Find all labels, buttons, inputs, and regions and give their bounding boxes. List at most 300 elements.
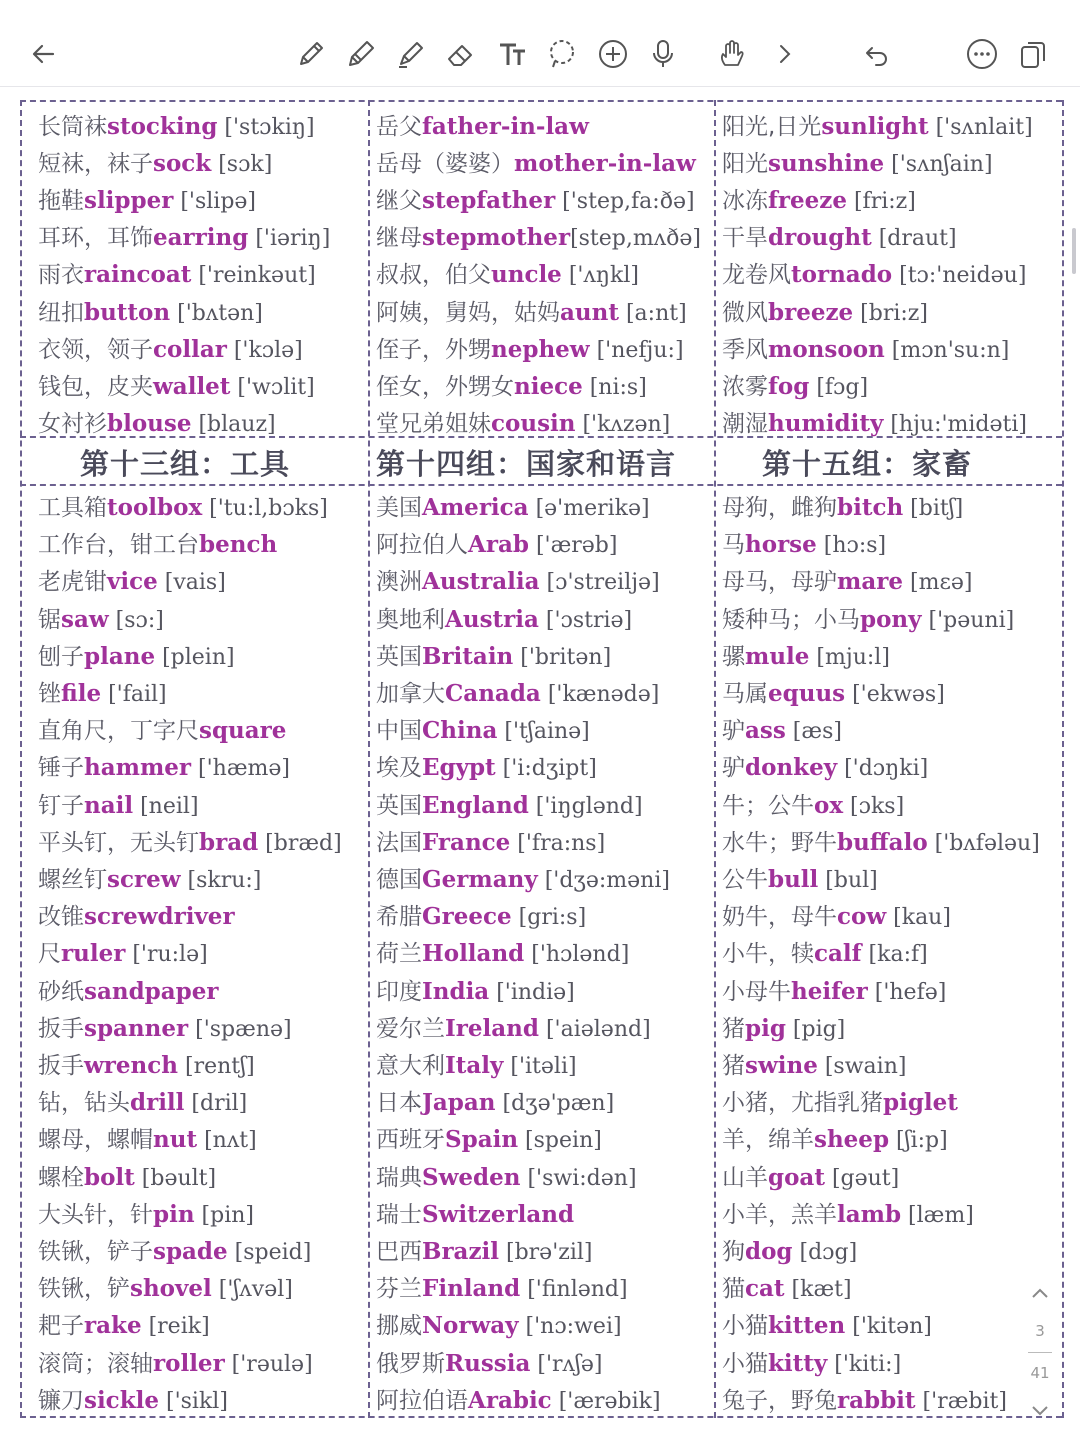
english-word: nail	[84, 791, 134, 819]
phonetic: ['slipə]	[173, 189, 257, 215]
phonetic: [mɔn'su:n]	[884, 337, 1010, 363]
vocab-entry	[376, 1012, 651, 1046]
chinese-word: 螺丝钉	[38, 867, 107, 893]
vocab-entry	[376, 1384, 661, 1418]
chinese-word: 铁锹，铲子	[38, 1239, 153, 1265]
section-heading: 第十三组：工具	[80, 447, 291, 481]
scrollbar-thumb[interactable]	[1072, 228, 1076, 274]
english-word: Finland	[422, 1275, 521, 1303]
chinese-word: 狗	[722, 1239, 745, 1265]
english-word: donkey	[745, 754, 838, 782]
english-word: spade	[153, 1238, 228, 1265]
english-word: bull	[768, 866, 819, 893]
phonetic: [speid]	[227, 1240, 312, 1265]
vocab-entry	[38, 1049, 255, 1083]
phonetic: [plein]	[155, 644, 235, 670]
chinese-word: 衣领，领子	[38, 336, 153, 363]
phonetic: ['kitən]	[845, 1314, 932, 1340]
vocab-entry	[38, 110, 315, 144]
vocab-entry	[38, 677, 167, 711]
vocab-entry	[376, 1309, 622, 1343]
phonetic: [bræd]	[258, 830, 342, 856]
phonetic: ['ekwəs]	[845, 682, 945, 707]
phonetic: [step,mʌðə]	[570, 226, 702, 252]
phonetic: [ɔks]	[843, 793, 905, 819]
phonetic: ['kɔlə]	[226, 337, 303, 363]
chinese-word: 英国	[376, 792, 422, 819]
phonetic: ['fra:ns]	[510, 830, 606, 856]
microphone-icon[interactable]	[643, 34, 683, 74]
phonetic: [brə'zil]	[499, 1240, 593, 1265]
phonetic: [swain]	[817, 1054, 907, 1079]
english-word: file	[61, 680, 102, 707]
vocab-entry	[722, 603, 1014, 637]
phonetic: ['swi:dən]	[520, 1165, 637, 1191]
phonetic: [skru:]	[180, 868, 262, 893]
vocab-entry	[376, 900, 586, 934]
vocab-entry	[722, 937, 928, 971]
chinese-word: 钻，钻头	[38, 1090, 130, 1117]
phonetic: [mɛə]	[903, 570, 973, 596]
english-word: Spain	[445, 1126, 519, 1154]
english-word: rabbit	[837, 1386, 916, 1414]
eraser-icon[interactable]	[440, 34, 480, 74]
phonetic: ['sikl]	[159, 1388, 228, 1414]
english-word: Greece	[422, 903, 512, 931]
english-word: cousin	[491, 409, 576, 437]
vocab-entry	[38, 1161, 216, 1195]
english-word: toolbox	[107, 494, 203, 521]
chinese-word: 工作台，钳工台	[38, 532, 199, 559]
phonetic: ['wɔlit]	[230, 374, 315, 400]
english-word: ruler	[61, 940, 126, 968]
pages-icon[interactable]	[1013, 34, 1053, 74]
page-separator	[1028, 1352, 1052, 1353]
vocab-entry	[722, 1049, 906, 1083]
english-word: Holland	[422, 940, 525, 968]
chinese-word: 螺栓	[38, 1164, 84, 1191]
phonetic: [draut]	[871, 226, 957, 252]
vocab-entry	[38, 789, 199, 823]
chinese-word: 拖鞋	[38, 188, 84, 215]
chinese-word: 牛；公牛	[722, 792, 814, 819]
vocab-entry	[38, 751, 290, 785]
page-navigator	[1020, 1280, 1060, 1430]
phonetic: ['finlənd]	[520, 1277, 628, 1303]
chinese-word: 镰刀	[38, 1387, 84, 1414]
vocab-entry	[376, 407, 670, 441]
phonetic: ['hefə]	[867, 979, 947, 1005]
phonetic: [mju:l]	[809, 644, 890, 670]
chinese-word: 岳母（婆婆）	[376, 151, 514, 178]
chinese-word: 刨子	[38, 643, 84, 670]
vocab-entry	[722, 258, 1026, 292]
phonetic: ['tʃainə]	[497, 719, 590, 745]
chinese-word: 雨衣	[38, 262, 84, 289]
chinese-word: 小母牛	[722, 978, 791, 1005]
vocab-entry	[722, 184, 916, 218]
chinese-word: 埃及	[376, 755, 422, 782]
vocab-entry	[38, 370, 315, 404]
vocab-entry	[376, 370, 647, 404]
chinese-word: 小猫	[722, 1350, 768, 1377]
chinese-word: 纽扣	[38, 299, 84, 326]
chinese-word: 砂纸	[38, 978, 84, 1005]
vocab-entry	[376, 1272, 628, 1306]
english-word: kitty	[768, 1349, 828, 1377]
vocab-entry	[38, 603, 164, 637]
vocab-entry	[722, 1347, 901, 1381]
phonetic: [bitʃ]	[903, 496, 964, 521]
phonetic: [vais]	[157, 570, 226, 596]
phonetic: ['sʌnlait]	[928, 115, 1033, 140]
english-word: breeze	[768, 298, 854, 326]
english-word: Russia	[445, 1349, 531, 1377]
english-word: equus	[768, 680, 846, 707]
vocab-entry	[38, 565, 226, 599]
chinese-word: 意大利	[376, 1053, 445, 1079]
vocab-entry	[38, 937, 208, 971]
vocab-entry	[722, 296, 928, 330]
vocab-entry	[376, 1235, 593, 1269]
english-word: bitch	[837, 494, 904, 521]
chinese-word: 加拿大	[376, 681, 445, 707]
chinese-word: 兔子，野兔	[722, 1387, 837, 1414]
chinese-word: 平头钉，无头钉	[38, 829, 199, 856]
vocab-entry	[376, 677, 659, 711]
toolbar	[0, 0, 1080, 87]
chinese-word: 希腊	[376, 904, 422, 931]
english-word: wrench	[84, 1052, 178, 1079]
chinese-word: 锤子	[38, 755, 84, 782]
chinese-word: 继父	[376, 188, 422, 215]
vocab-entry	[376, 528, 617, 562]
chinese-word: 小猫	[722, 1313, 768, 1340]
vocab-entry	[722, 110, 1033, 144]
phonetic: ['dʒə:məni]	[537, 868, 670, 893]
vocab-entry	[376, 975, 575, 1009]
phonetic: [fɔg]	[809, 374, 869, 400]
english-word: pig	[745, 1014, 786, 1042]
vocab-entry	[376, 1086, 614, 1120]
chinese-word: 印度	[376, 978, 422, 1005]
chinese-word: 瑞士	[376, 1201, 422, 1228]
english-word: Sweden	[422, 1163, 521, 1191]
vocab-entry	[722, 640, 890, 674]
vocab-entry	[722, 221, 957, 255]
chinese-word: 冰冻	[722, 188, 768, 215]
chinese-word: 小猪，尤指乳猪	[722, 1090, 883, 1117]
divider-line	[20, 484, 1062, 486]
phonetic: [ɔ'streiljə]	[539, 570, 660, 596]
chinese-word: 扳手	[38, 1053, 84, 1079]
vocab-entry	[722, 333, 1009, 367]
chinese-word: 水牛；野牛	[722, 829, 837, 856]
vocab-entry	[38, 1235, 311, 1269]
english-word: father-in-law	[422, 113, 589, 140]
chinese-word: 短袜，袜子	[38, 151, 153, 178]
phonetic: ['bʌtən]	[170, 300, 263, 326]
english-word: buffalo	[837, 828, 928, 856]
english-word: Arab	[468, 531, 529, 559]
phonetic: ['ʃʌvəl]	[211, 1277, 293, 1303]
chinese-word: 巴西	[376, 1239, 422, 1265]
english-word: blouse	[107, 409, 192, 437]
chinese-word: 母狗，雌狗	[722, 495, 837, 521]
pen-icon[interactable]	[290, 34, 330, 74]
english-word: England	[422, 791, 529, 819]
phonetic: [bri:z]	[853, 300, 928, 326]
english-word: saw	[61, 605, 109, 633]
chinese-word: 阿拉伯人	[376, 532, 468, 559]
phonetic: ['ʌŋkl]	[561, 263, 639, 289]
vocab-entry	[38, 1123, 257, 1157]
phonetic: [neil]	[133, 793, 199, 819]
english-word: earring	[153, 224, 249, 252]
vocab-entry	[722, 1161, 899, 1195]
chinese-word: 季风	[722, 336, 768, 363]
chinese-word: 奶牛，母牛	[722, 904, 837, 931]
phonetic: ['step,fa:ðə]	[555, 189, 695, 215]
chevron-right-icon[interactable]	[764, 34, 804, 74]
english-word: ox	[814, 791, 844, 819]
phonetic: [dɔg]	[792, 1240, 858, 1265]
vocab-entry	[38, 296, 263, 330]
more-icon[interactable]	[962, 34, 1002, 74]
vocab-entry	[38, 528, 277, 562]
vocab-entry	[38, 1198, 254, 1232]
phonetic: [pig]	[785, 1016, 846, 1042]
phonetic: [gri:s]	[511, 905, 587, 931]
vocab-entry	[722, 975, 946, 1009]
phonetic: [dʒə'pæn]	[495, 1091, 615, 1117]
vocab-entry	[38, 1384, 228, 1418]
phonetic: [bəult]	[134, 1165, 217, 1191]
chinese-word: 铁锹，铲	[38, 1276, 130, 1303]
english-word: button	[84, 298, 171, 326]
english-word: pin	[153, 1200, 195, 1228]
current-page: 3	[1035, 1322, 1045, 1340]
vocab-entry	[376, 640, 611, 674]
phonetic: [dril]	[184, 1091, 248, 1117]
vocab-entry	[38, 1309, 210, 1343]
english-word: screw	[107, 866, 181, 893]
chinese-word: 猫	[722, 1276, 745, 1303]
english-word: piglet	[883, 1089, 958, 1117]
chinese-word: 尺	[38, 941, 61, 968]
english-word: hammer	[84, 754, 192, 782]
chinese-word: 中国	[376, 718, 422, 745]
english-word: cat	[745, 1275, 785, 1303]
english-word: niece	[514, 372, 583, 400]
chinese-word: 山羊	[722, 1164, 768, 1191]
chevron-down-icon[interactable]	[1028, 1398, 1052, 1422]
english-word: Ireland	[445, 1014, 539, 1042]
chevron-up-icon[interactable]	[1028, 1282, 1052, 1306]
phonetic: [hju:'midəti]	[883, 411, 1027, 437]
english-word: sheep	[814, 1126, 890, 1154]
english-word: sickle	[84, 1386, 159, 1414]
chinese-word: 龙卷风	[722, 262, 791, 289]
chinese-word: 微风	[722, 299, 768, 326]
english-word: nephew	[491, 335, 590, 363]
phonetic: ['nɔ:wei]	[518, 1314, 622, 1340]
english-word: Norway	[422, 1312, 519, 1340]
vocab-entry	[722, 1123, 948, 1157]
vocab-entry	[376, 184, 695, 218]
phonetic: ['rʌʃə]	[530, 1351, 603, 1377]
vocab-entry	[38, 1012, 292, 1046]
english-word: screwdriver	[84, 903, 235, 931]
vocab-entry	[376, 863, 670, 897]
english-word: tornado	[791, 261, 893, 289]
english-word: sandpaper	[84, 977, 219, 1005]
back-arrow-icon[interactable]	[24, 34, 64, 74]
phonetic: ['ærəbik]	[551, 1388, 661, 1414]
chinese-word: 骡	[722, 643, 745, 670]
english-word: dog	[745, 1238, 793, 1265]
chinese-word: 驴	[722, 755, 745, 782]
phonetic: [spein]	[518, 1128, 602, 1154]
phonetic: [ni:s]	[582, 374, 647, 400]
phonetic: ['hɔlənd]	[524, 942, 630, 968]
vocab-entry	[722, 565, 972, 599]
vocab-entry	[376, 937, 629, 971]
phonetic: [læm]	[901, 1202, 974, 1228]
lasso-icon[interactable]	[542, 34, 582, 74]
english-word: humidity	[768, 409, 884, 437]
vocab-entry	[38, 184, 256, 218]
phonetic: ['britən]	[513, 644, 612, 670]
phonetic: ['bʌfələu]	[927, 830, 1040, 856]
chinese-word: 羊，绵羊	[722, 1127, 814, 1154]
phonetic: ['kʌzən]	[575, 411, 671, 437]
vocab-entry	[376, 1198, 574, 1232]
vocab-entry	[38, 221, 330, 255]
english-word: nut	[153, 1126, 198, 1154]
vocab-entry	[376, 296, 687, 330]
phonetic: ['ru:lə]	[125, 942, 208, 968]
vocab-entry	[722, 863, 878, 897]
vocab-entry	[722, 789, 904, 823]
english-word: Italy	[445, 1052, 504, 1079]
phonetic: ['kænədə]	[540, 682, 660, 707]
vocab-entry	[722, 826, 1040, 860]
vocab-entry	[38, 863, 261, 897]
chinese-word: 公牛	[722, 867, 768, 893]
english-word: kitten	[768, 1312, 846, 1340]
add-icon[interactable]	[593, 34, 633, 74]
chinese-word: 矮种马；小马	[722, 606, 860, 633]
english-word: horse	[745, 531, 817, 559]
chinese-word: 大头针，针	[38, 1201, 153, 1228]
chinese-word: 老虎钳	[38, 569, 107, 596]
english-word: slipper	[84, 187, 174, 215]
vocab-entry	[722, 1272, 852, 1306]
english-word: bolt	[84, 1163, 135, 1191]
english-word: sunshine	[768, 150, 885, 178]
chinese-word: 浓雾	[722, 373, 768, 400]
chinese-word: 改锥	[38, 904, 84, 931]
phonetic: ['ɔstriə]	[538, 607, 633, 633]
chinese-word: 侄女，外甥女	[376, 373, 514, 400]
vocab-entry	[376, 714, 590, 748]
chinese-word: 美国	[376, 495, 422, 521]
section-heading: 第十五组：家畜	[762, 447, 973, 481]
english-word: mare	[837, 568, 903, 596]
english-word: plane	[84, 642, 156, 670]
english-word: freeze	[768, 187, 847, 215]
gesture-icon[interactable]	[712, 34, 752, 74]
chinese-word: 瑞典	[376, 1164, 422, 1191]
chinese-word: 澳洲	[376, 569, 422, 596]
undo-icon[interactable]	[857, 34, 897, 74]
phonetic: [sɔ:]	[108, 607, 164, 633]
vocab-entry	[376, 1123, 602, 1157]
english-word: Japan	[422, 1089, 496, 1117]
phonetic: [bul]	[818, 868, 878, 893]
chinese-word: 工具箱	[38, 495, 107, 521]
divider-line	[20, 100, 1062, 102]
vocab-entry	[376, 789, 643, 823]
phonetic: [gəut]	[824, 1165, 900, 1191]
vocab-entry	[722, 677, 945, 711]
chinese-word: 滚筒；滚轴	[38, 1350, 153, 1377]
english-word: India	[422, 977, 490, 1005]
vocab-entry	[38, 491, 328, 525]
phonetic: ['kiti:]	[827, 1351, 902, 1377]
english-word: drought	[768, 224, 872, 252]
vocab-entry	[38, 714, 286, 748]
english-word: Egypt	[422, 754, 496, 782]
pencil-icon[interactable]	[340, 34, 380, 74]
english-word: sock	[153, 150, 212, 178]
chinese-word: 直角尺，丁字尺	[38, 718, 199, 745]
phonetic: ['stɔkiŋ]	[217, 115, 315, 140]
phonetic: ['dɔŋki]	[837, 756, 929, 782]
chinese-word: 长筒袜	[38, 114, 107, 140]
total-pages: 41	[1030, 1364, 1050, 1382]
vocab-entry	[376, 1161, 637, 1195]
vocab-entry	[38, 1347, 313, 1381]
vocab-entry	[38, 258, 316, 292]
chinese-word: 德国	[376, 867, 422, 893]
phonetic: [pin]	[194, 1202, 254, 1228]
vocab-entry	[722, 491, 963, 525]
english-word: sunlight	[821, 113, 929, 140]
vocab-entry	[722, 528, 886, 562]
vocab-entry	[722, 1384, 1007, 1418]
chinese-word: 法国	[376, 829, 422, 856]
phonetic: ['reinkəut]	[191, 263, 316, 289]
vocab-entry	[722, 147, 993, 181]
phonetic: [æs]	[785, 719, 842, 745]
phonetic: ['i:dʒipt]	[495, 756, 597, 782]
phonetic: [ka:f]	[861, 942, 928, 968]
vocab-entry	[376, 1347, 603, 1381]
english-word: calf	[814, 940, 862, 968]
phonetic: ['ræbit]	[915, 1388, 1007, 1414]
vocab-entry	[376, 603, 632, 637]
english-word: Austria	[445, 605, 539, 633]
vocab-entry	[38, 1086, 247, 1120]
phonetic: [reik]	[141, 1314, 210, 1340]
highlighter-icon[interactable]	[390, 34, 430, 74]
chinese-word: 挪威	[376, 1313, 422, 1340]
english-word: Canada	[445, 680, 541, 707]
vocab-entry	[722, 1309, 932, 1343]
text-tool-icon[interactable]	[492, 34, 532, 74]
